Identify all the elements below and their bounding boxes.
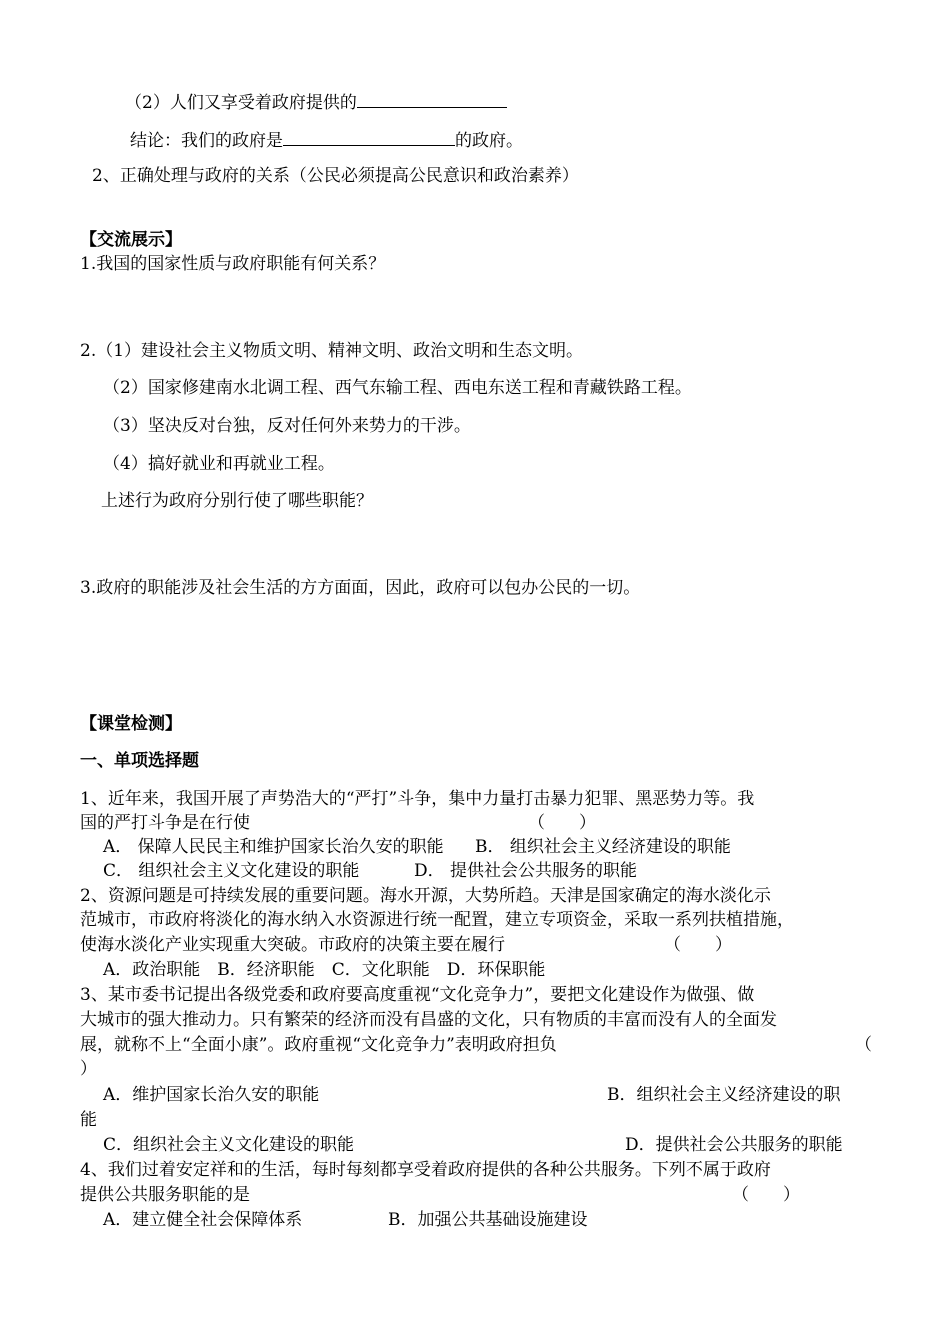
q3-line: 展，就称不上“全面小康”。政府重视“文化竞争力”表明政府担负 xyxy=(80,1035,557,1055)
item-2-line xyxy=(125,89,507,115)
q1-answer-paren[interactable]: （ ） xyxy=(528,813,596,833)
exchange-q3: 3.政府的职能涉及社会生活的方方面面，因此，政府可以包办公民的一切。 xyxy=(80,578,641,598)
q2-options[interactable]: A．政治职能 B．经济职能 C．文化职能 D．环保职能 xyxy=(103,960,546,980)
exchange-q2-item: （3）坚决反对台独，反对任何外来势力的干涉。 xyxy=(103,416,471,436)
exchange-q2-item: （4）搞好就业和再就业工程。 xyxy=(103,454,335,474)
check-heading: 【课堂检测】 xyxy=(80,714,182,734)
q2-line: 使海水淡化产业实现重大突破。市政府的决策主要在履行 xyxy=(80,935,505,955)
q1-line xyxy=(80,811,250,835)
q1-option-c[interactable]: C． 组织社会主义文化建设的职能 xyxy=(103,861,360,881)
q3-option-c[interactable]: C．组织社会主义文化建设的职能 xyxy=(103,1135,355,1155)
section-title: 一、单项选择题 xyxy=(80,751,199,771)
item-2-text: （2）人们又享受着政府提供的 xyxy=(125,93,357,113)
q3-option-a[interactable]: A．维护国家长治久安的职能 xyxy=(103,1085,320,1105)
q1-option-b[interactable]: B． 组织社会主义经济建设的职能 xyxy=(475,837,731,857)
conclusion-suffix: 的政府。 xyxy=(455,131,523,151)
q3-answer-paren-open[interactable]: （ xyxy=(855,1035,872,1055)
exchange-q2-question: 上述行为政府分别行使了哪些职能？ xyxy=(101,491,373,511)
exchange-q1: 1.我国的国家性质与政府职能有何关系？ xyxy=(80,254,386,274)
q1-line: 1、近年来，我国开展了声势浩大的“严打”斗争，集中力量打击暴力犯罪、黑恶势力等。我 xyxy=(80,789,755,809)
q1-option-a[interactable]: A． 保障人民民主和维护国家长治久安的职能 xyxy=(103,837,444,857)
q3-line: 3、某市委书记提出各级党委和政府要高度重视“文化竞争力”，要把文化建设作为做强、做 xyxy=(80,985,755,1005)
q3-option-d[interactable]: D．提供社会公共服务的职能 xyxy=(625,1135,843,1155)
q4-line: 4、我们过着安定祥和的生活，每时每刻都享受着政府提供的各种公共服务。下列不属于政府 xyxy=(80,1160,771,1180)
answer-blank-conclusion[interactable] xyxy=(283,127,455,146)
exchange-q2-item: （2）国家修建南水北调工程、西气东输工程、西电东送工程和青藏铁路工程。 xyxy=(103,378,692,398)
conclusion-line xyxy=(130,127,523,153)
q4-answer-paren[interactable]: （ ） xyxy=(732,1185,800,1205)
q4-option-b[interactable]: B．加强公共基础设施建设 xyxy=(388,1210,588,1230)
q2-line: 2、资源问题是可持续发展的重要问题。海水开源，大势所趋。天津是国家确定的海水淡化示 xyxy=(80,886,771,906)
q1-option-d[interactable]: D． 提供社会公共服务的职能 xyxy=(414,861,638,881)
conclusion-prefix: 结论：我们的政府是 xyxy=(130,131,283,151)
q1-line-2: 国的严打斗争是在行使 xyxy=(80,813,250,833)
q3-option-b[interactable]: B．组织社会主义经济建设的职 xyxy=(607,1085,841,1105)
q4-line: 提供公共服务职能的是 xyxy=(80,1185,250,1205)
point-2: 2、正确处理与政府的关系（公民必须提高公民意识和政治素养） xyxy=(92,166,579,186)
q3-line: 大城市的强大推动力。只有繁荣的经济而没有昌盛的文化，只有物质的丰富而没有人的全面发 xyxy=(80,1010,777,1030)
q2-answer-paren[interactable]: （ ） xyxy=(664,935,732,955)
q4-option-a[interactable]: A．建立健全社会保障体系 xyxy=(103,1210,303,1230)
exchange-q2-intro: 2.（1）建设社会主义物质文明、精神文明、政治文明和生态文明。 xyxy=(80,341,584,361)
exchange-heading: 【交流展示】 xyxy=(80,230,182,250)
q2-line: 范城市，市政府将淡化的海水纳入水资源进行统一配置，建立专项资金，采取一系列扶植措施， xyxy=(80,910,794,930)
q3-option-b-wrap: 能 xyxy=(80,1110,97,1130)
answer-blank-services[interactable] xyxy=(357,89,507,108)
q3-answer-paren-close[interactable]: ） xyxy=(80,1059,97,1079)
